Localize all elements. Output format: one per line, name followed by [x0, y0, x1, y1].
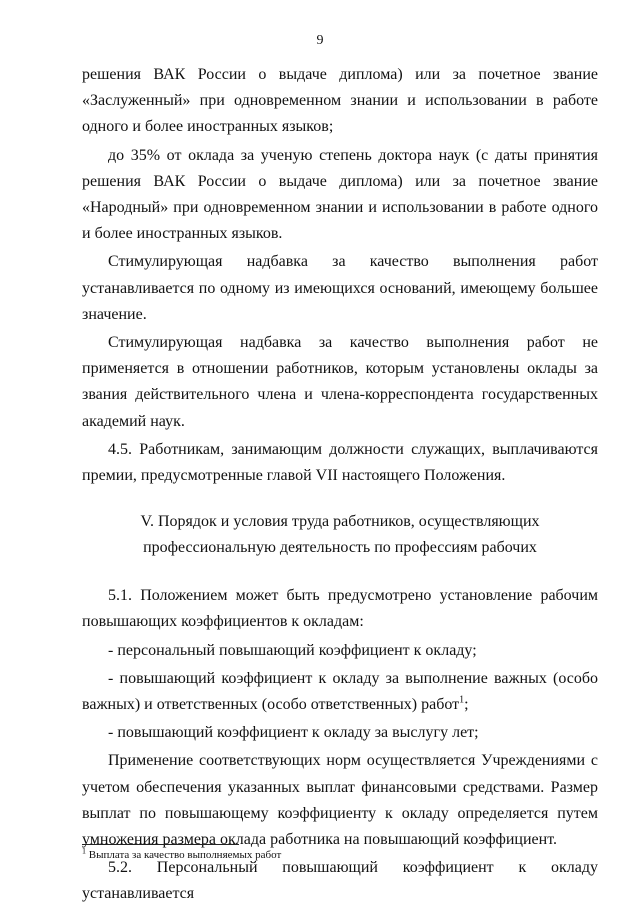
paragraph-application: Применение соответствующих норм осуществляется Учреждениями с учетом обеспечения указанных выплат финансовыми средствами. Размер выплат по повышающему коэффициенту к окладу определяется путем умножения размера оклада работника на повышающий коэффициент. — [82, 752, 598, 849]
paragraph-allowance-exclusion: Стимулирующая надбавка за качество выполнения работ не применяется в отношении работников, которым установлены оклады за звания действительного члена и члена-корреспондента государственных академий наук. — [82, 334, 598, 430]
list-item — [82, 666, 598, 718]
paragraph-allowance-basis: Стимулирующая надбавка за качество выполнения работ устанавливается по одному из имеющихся оснований, имеющему большее значение. — [82, 253, 598, 323]
section-heading — [82, 509, 598, 561]
paragraph-continuation: решения ВАК России о выдаче диплома) или за почетное звание «Заслуженный» при одновременном знании и использовании в работе одного и более иностранных языков; — [82, 66, 598, 136]
paragraph-5-1: 5.1. Положением может быть предусмотрено установление рабочим повышающих коэффициентов к окладам: — [82, 587, 598, 631]
paragraph-doctor-allowance: до 35% от оклада за ученую степень доктора наук (с даты принятия решения ВАК России о выдаче диплома) или за почетное звание «Народный» при одновременном знании и использовании в работе одного и более иностранных языков. — [82, 146, 598, 243]
list-item: - персональный повышающий коэффициент к окладу; — [108, 641, 477, 659]
footnote-mark: 1 — [82, 846, 86, 856]
paragraph-5-2: 5.2. Персональный повышающий коэффициент к окладу устанавливается — [82, 859, 598, 903]
document-body — [82, 62, 598, 908]
section-heading-line-1: V. Порядок и условия труда работников, осуществляющих — [140, 513, 540, 531]
list-item-text: - повышающий коэффициент к окладу за выполнение важных (особо важных) и ответственных (особо ответственных) работ — [82, 669, 598, 714]
page-number: 9 — [316, 33, 324, 48]
footnote-reference: 1 — [459, 694, 465, 706]
list-item-punctuation: ; — [464, 696, 469, 714]
footnote-text: Выплата за качество выполняемых работ — [86, 849, 282, 861]
section-heading-line-2: профессиональную деятельность по профессиям рабочих — [143, 539, 537, 557]
paragraph-4-5: 4.5. Работникам, занимающим должности служащих, выплачиваются премии, предусмотренные главой VII настоящего Положения. — [82, 440, 598, 485]
footnote-divider — [82, 844, 239, 845]
list-item: - повышающий коэффициент к окладу за выслугу лет; — [108, 724, 479, 742]
footnote — [82, 848, 602, 862]
